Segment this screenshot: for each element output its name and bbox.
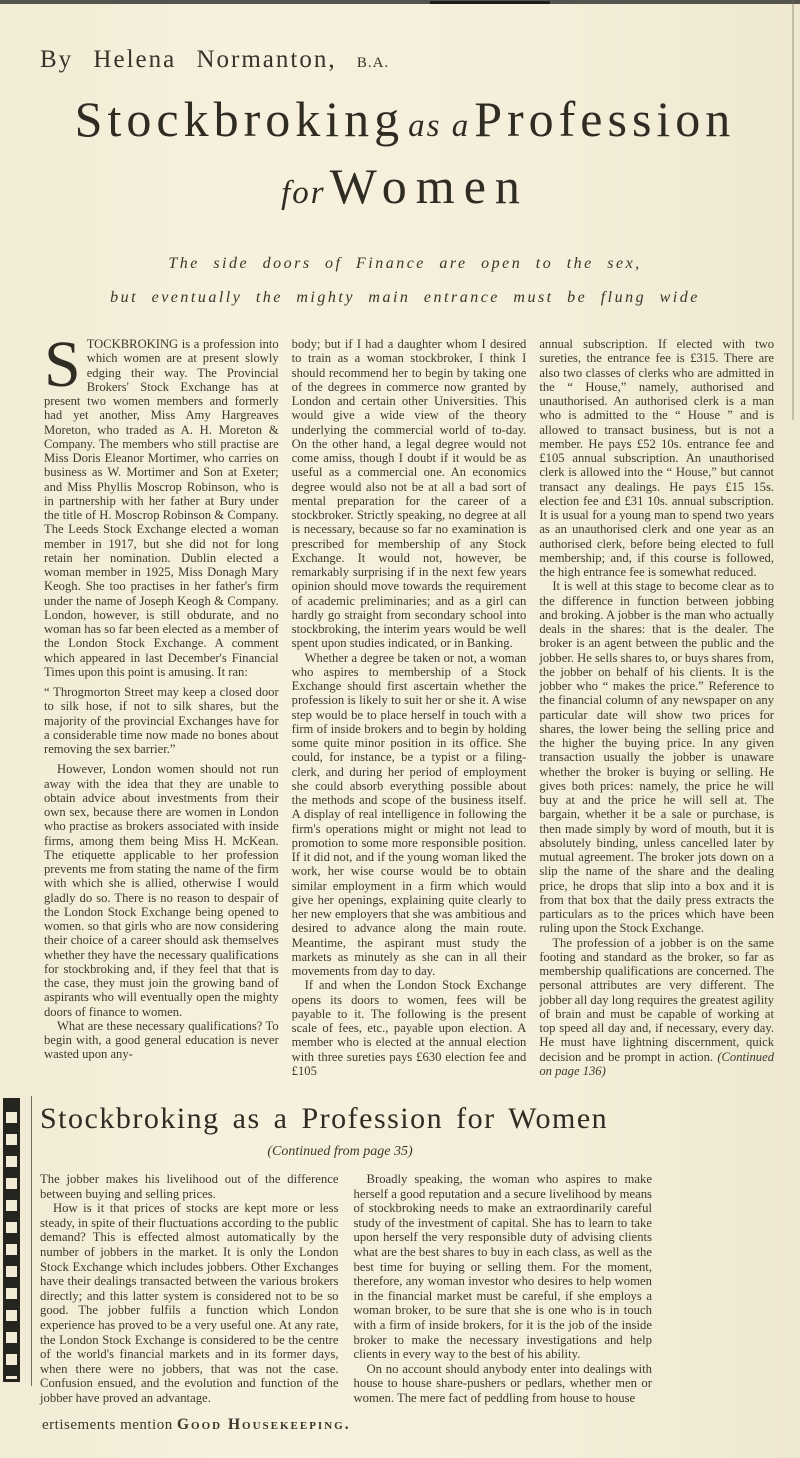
continued-on-note: (Continued on page 136) <box>539 1049 774 1078</box>
paragraph: It is well at this stage to become clear as to the difference in function between jobbing and broking. A jobber is the man who actually deals in the shares: that is the dealer. The broker is an agent between the public and the jobber. He sells shares to, or buys shares from, the jobber on behalf of his clients. It is the jobber who “ makes the price.” Reference to the financial column of any newspaper on any particular date will show two prices for shares, the lower being the selling price and the higher the buying price. In any given transaction usually the jobber is unaware whether the broker is buying or selling. He gives both prices: namely, the price he will buy at and the price he will sell at. The bargain, whether it be a sale or purchase, is then made simply by word of mouth, but it is absolutely binding, unless cancelled later by mutual agreement. The broker jots down on a slip the name of the share and the dealing price, he drops that slip into a box and it is from that box that the daily press extracts the particulars as to the prices which have been ruling upon the Stock Exchange. <box>539 579 775 936</box>
article-title <box>40 88 770 217</box>
subtitle-line-1: The side doors of Finance are open to the sex, <box>168 255 642 272</box>
title-word-profession: Profession <box>474 91 736 147</box>
page-footer <box>42 1416 800 1434</box>
paragraph: How is it that prices of stocks are kept more or less steady, in spite of their fluctuations according to the public demand? This is effected almost automatically by the number of jobbers in the market. It is only the London Stock Exchange which includes jobbers. Other Exchanges have their dealings transacted between the various brokers directly; and this latter system is considered not to be so good. The jobber fulfils a function which London experience has proved to be a very useful one. At any rate, the London Stock Exchange is considered to be the centre of the world's financial markets and in its former days, when there were no jobbers, that was not the case. Confusion ensued, and the evolution and function of the jobber have proved an advantage. <box>40 1201 339 1405</box>
paragraph: On no account should anybody enter into dealings with house to house share-pushers or pedlars, whether men or women. The mere fact of peddling from house to house <box>353 1361 652 1405</box>
page-right-edge-shadow <box>792 0 794 420</box>
paragraph-text: TOCKBROKING is a profession into which women are at present slowly edging their way. The Provincial Brokers' Stock Exchange has at present two women members and formerly had yet another, Miss Amy Hargreaves Moreton, who traded as A. H. Moreton & Company. The members who still practise are Miss Doris Eleanor Mortimer, who carries on business as W. Mortimer and Son at Exeter; and Miss Phyllis Moscrop Robinson, who is in partnership with her father at Bury under the title of H. Moscrop Robinson & Company. The Leeds Stock Exchange elected a woman member in 1917, but she did not for long retain her nomination. Dublin elected a woman member in 1925, Miss Donagh Mary Keogh. She too practises in her father's firm under the name of Joseph Keogh & Company. London, however, is still obdurate, and no woman has so far been elected as a member of the London Stock Exchange. A comment which appeared in last December's Financial Times upon this point is amusing. It ran: <box>44 337 279 679</box>
continuation-body <box>40 1172 652 1406</box>
continuation-heading: Stockbroking as a Profession for Women <box>40 1102 609 1135</box>
vertical-rule <box>31 1096 32 1386</box>
article-column-3 <box>539 337 774 1078</box>
continuation-column-1 <box>40 1172 339 1406</box>
continuation-section <box>0 1102 800 1434</box>
continuation-column-2 <box>354 1172 653 1406</box>
continued-from-note: (Continued from page 35) <box>267 1144 413 1159</box>
paragraph: annual subscription. If elected with two sureties, the entrance fee is £315. There are also two classes of clerks who are admitted in the “ House,” namely, authorised and unauthorised. An authorised clerk is a man who is admitted to the “ House ” and is allowed to transact business, but is not a member. He pays £52 10s. entrance fee and £105 annual subscription. An unauthorised clerk is allowed into the “ House,” but cannot transact any dealings. He pays £15 15s. election fee and £31 10s. annual subscription. It is usual for a young man to spend two years as an unauthorised clerk and one year as an authorised clerk, before being elected to full membership; and, if this course is followed, the high entrance fee is somewhat reduced. <box>539 337 775 579</box>
byline-degree: B.A. <box>356 55 390 71</box>
paragraph <box>44 328 279 679</box>
byline-author: By Helena Normanton, <box>40 46 337 73</box>
article-column-2 <box>292 337 527 1078</box>
paragraph: Whether a degree be taken or not, a woman who aspires to membership of a Stock Exchange should first ascertain whether the profession is likely to suit her or she it. A wise step would be to place herself in touch with a firm of inside brokers and to begin by holding some quite minor position in its office. She could, for instance, be a typist or a filing-clerk, and during her period of employment she could absorb everything possible about the methods and scope of the business itself. A display of real intelligence in following the firm's operations might or might not lead to promotion to some more responsible position. If it did not, and if the young woman liked the work, her wise course would be to obtain similar employment in a firm which would give her openings, explaining quite clearly to her new employers that she was ambitious and desired to advance along the main route. Meantime, the aspirant must study the markets as minutely as she can in all their movements from day to day. <box>291 650 527 978</box>
filmstrip-border-decoration <box>3 1098 20 1382</box>
paragraph: What are these necessary qualifications? To begin with, a good general education is never wasted upon any- <box>44 1018 279 1062</box>
byline <box>40 46 770 74</box>
paragraph <box>539 936 774 1079</box>
article-column-1 <box>44 328 279 1078</box>
article-body <box>44 328 775 1078</box>
subtitle-line-2: but eventually the mighty main entrance must be flung wide <box>110 289 700 306</box>
paragraph-text: The profession of a jobber is on the same footing and standard as the broker, so far as membership qualifications are concerned. The personal attributes are very different. The jobber all day long requires the greatest agility of brain and must be capable of working at top speed all day and, if necessary, every day. He must have lightning discernment, quick decision and be prompt in action. <box>539 935 775 1064</box>
title-word-as-a: as a <box>408 108 471 144</box>
footer-text: ertisements mention <box>42 1416 177 1433</box>
page-top-edge-rule <box>0 0 800 4</box>
paragraph: The jobber makes his livelihood out of the difference between buying and selling prices. <box>40 1172 339 1201</box>
title-line-2 <box>40 155 770 218</box>
footer-brand-name: Good Housekeeping. <box>176 1415 351 1433</box>
article-header <box>0 0 800 315</box>
title-word-stockbroking: Stockbroking <box>74 91 405 147</box>
paragraph: Broadly speaking, the woman who aspires to make herself a good reputation and a secure livelihood by means of stockbroking needs to make an extraordinarily careful study of the investment of capital. She has to learn to take upon herself the very responsible duty of advising clients what are the best shares to buy in each class, as well as the best time for buying or selling them. For the moment, therefore, any woman investor who desires to help women in the financial market must be careful, if she employs a woman broker, to be sure that she is one who is in touch with a firm of inside brokers, for it is the job of the inside broker to make the necessary investigations and help clients in every way to the best of his ability. <box>353 1172 652 1362</box>
title-line-1 <box>40 88 770 151</box>
drop-cap: S <box>44 328 81 401</box>
paragraph: However, London women should not run away with the idea that they are unable to obtain advice about investments from their own sex, because there are women in London who practise as brokers associated with inside firms, among them being Miss H. McKean. The etiquette applicable to her profession prevents me from stating the name of the firm with which she is allied, otherwise I would gladly do so. There is no reason to despair of the London Stock Exchange being opened to women. so that girls who are now considering their choice of a career should ask themselves whether they have the necessary qualifications for stockbroking and, if they feel that that is the case, they must join the growing band of aspirants who will eventually open the mighty doors of finance to women. <box>44 762 279 1019</box>
quote-paragraph: “ Throgmorton Street may keep a closed door to silk hose, if not to silk shares, but the majority of the provincial Exchanges have for a considerable time now made no bones about removing the sex barrier.” <box>44 685 279 756</box>
title-word-for: for <box>281 174 326 211</box>
paragraph: body; but if I had a daughter whom I desired to train as a woman stockbroker, I think I should recommend her to begin by taking one of the degrees in commerce now granted by London and certain other Universities. This would give a wide view of the theory underlying the commercial world of to-day. On the other hand, a legal degree would not come amiss, though I doubt if it would be as useful as a commercial one. An economics degree would also not be at all a bad sort of mental preparation for the career of a stockbroker. Strictly speaking, no degree at all is necessary, because so far no examination is prescribed for membership of any Stock Exchange. It would not, however, be remarkably surprising if in the next few years opinion should move towards the requirement of academic preliminaries; and as a girl can hardly go straight from secondary school into stockbroking, the interim years would be well spent upon studies indicated, or in Banking. <box>291 337 527 651</box>
paragraph: If and when the London Stock Exchange opens its doors to women, fees will be payable to it. The following is the present scale of fees, etc., payable upon election. A member who is elected at the annual election with three sureties pays £630 election fee and £105 <box>291 978 527 1078</box>
title-word-women: Women <box>329 157 529 214</box>
article-subtitle <box>40 247 770 315</box>
